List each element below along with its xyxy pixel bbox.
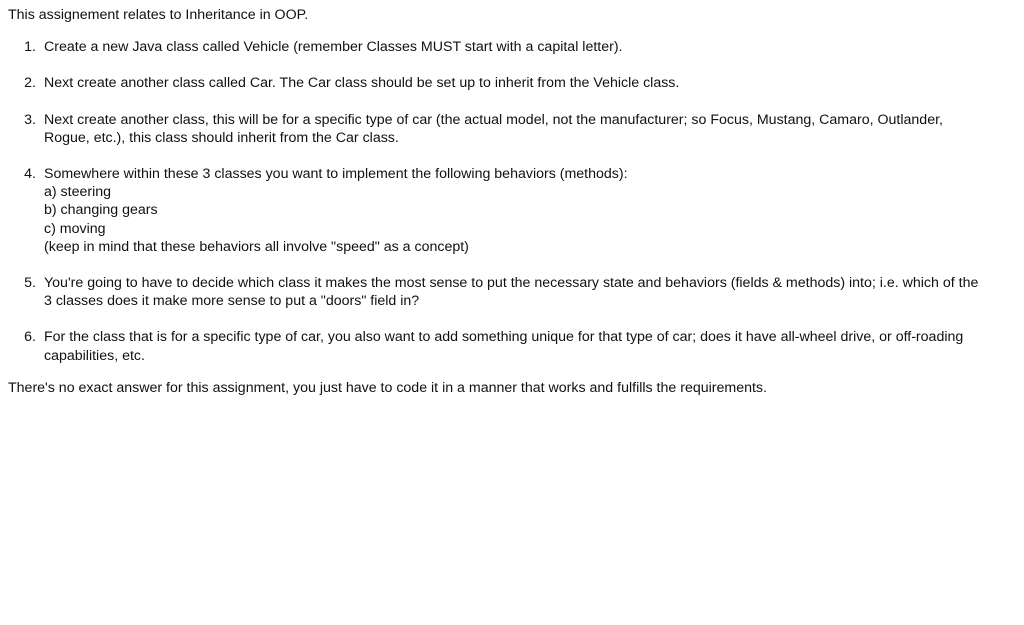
task-line: Create a new Java class called Vehicle (remember Classes MUST start with a capital letter). (44, 39, 623, 56)
task-number: 3. (24, 111, 36, 128)
task-line: For the class that is for a specific type of car, you also want to add something unique for that type of car; does it have all-wheel drive, or off-roading (44, 329, 964, 346)
task-note: (keep in mind that these behaviors all involve "speed" as a concept) (44, 238, 469, 255)
sub-item-changing-gears: b) changing gears (44, 202, 158, 219)
task-number: 5. (24, 275, 36, 292)
task-item-4 (8, 165, 1018, 256)
task-line: capabilities, etc. (44, 347, 145, 364)
task-line: 3 classes does it make more sense to put a "doors" field in? (44, 293, 420, 310)
task-line: Rogue, etc.), this class should inherit from the Car class. (44, 129, 399, 146)
task-item-3 (8, 111, 1018, 147)
task-line: Next create another class, this will be for a specific type of car (the actual model, not the manufacturer; so Focus, Mustang, Camaro, Outlander, (44, 111, 943, 128)
task-list (8, 38, 1018, 365)
assignment-document (8, 6, 1018, 397)
task-line: You're going to have to decide which class it makes the most sense to put the necessary state and behaviors (fields & methods) into; i.e. which of the (44, 275, 979, 292)
task-number: 4. (24, 166, 36, 183)
sub-item-steering: a) steering (44, 184, 112, 201)
sub-item-moving: c) moving (44, 220, 106, 237)
task-item-5 (8, 274, 1018, 310)
task-line: Somewhere within these 3 classes you want to implement the following behaviors (methods): (44, 166, 628, 183)
intro-text: This assignement relates to Inheritance in OOP. (8, 7, 309, 23)
task-line: Next create another class called Car. The Car class should be set up to inherit from the Vehicle class. (44, 75, 680, 92)
task-number: 1. (24, 39, 36, 56)
task-item-1 (8, 38, 1018, 56)
task-item-2 (8, 74, 1018, 92)
task-number: 6. (24, 329, 36, 346)
outro-text: There's no exact answer for this assignment, you just have to code it in a manner that works and fulfills the requirements. (8, 379, 767, 396)
task-item-6 (8, 328, 1018, 364)
task-number: 2. (24, 75, 36, 92)
